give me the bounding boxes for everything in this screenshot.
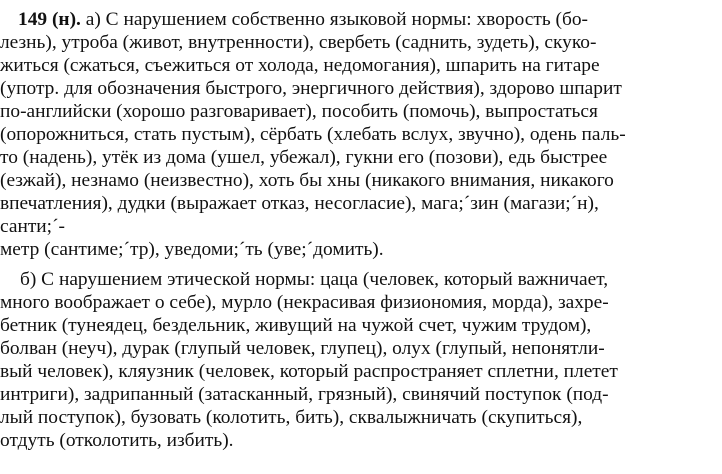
paragraph-b-line-1: б) С нарушением этической нормы: цаца (человек, который важничает, bbox=[20, 269, 609, 290]
paragraph-a-line-3: житься (сжаться, съежиться от холода, недомогания), шпарить на гитаре bbox=[0, 55, 600, 76]
exercise-marker: (н). bbox=[51, 9, 81, 30]
paragraph-b-line-6: интриги), задрипанный (затасканный, грязный), свинячий поступок (под- bbox=[0, 384, 609, 405]
paragraph-b-line-7: лый поступок), бузовать (колотить, бить), сквалыжничать (скупиться), bbox=[0, 407, 583, 428]
paragraph-b-line-4: болван (неуч), дурак (глупый человек, глупец), олух (глупый, непонятли- bbox=[0, 338, 605, 359]
paragraph-a-line-6: (опорожниться, стать пустым), сёрбать (хлебать вслух, звучно), одень паль- bbox=[0, 124, 626, 145]
paragraph-b-line-8: отдуть (отколотить, избить). bbox=[0, 430, 234, 451]
paragraph-a-line-9: впечатления), дудки (выражает отказ, несогласие), мага;´зин (магази;´н), bbox=[0, 193, 599, 214]
paragraph-b-line-5: вый человек), кляузник (человек, который распространяет сплетни, плетет bbox=[0, 361, 618, 382]
paragraph-a-line-11: метр (сантиме;´тр), уведоми;´ть (уве;´домить). bbox=[0, 239, 384, 260]
paragraph-a-line-2: лезнь), утроба (живот, внутренности), свербеть (саднить, зудеть), скуко- bbox=[0, 32, 597, 53]
paragraph-b-line-3: бетник (тунеядец, бездельник, живущий на чужой счет, чужим трудом), bbox=[0, 315, 592, 336]
paragraph-a-line-1 bbox=[18, 8, 588, 31]
paragraph-a-line-4: (употр. для обозначения быстрого, энергичного действия), здорово шпарит bbox=[0, 78, 622, 99]
paragraph-a-line-8: (езжай), незнамо (неизвестно), хоть бы хны (никакого внимания, никакого bbox=[0, 170, 614, 191]
paragraph-a-line-10: санти;´- bbox=[0, 216, 65, 237]
paragraph-b-line-2: много воображает о себе), мурло (некрасивая физиономия, морда), захре- bbox=[0, 292, 609, 313]
exercise-number: 149 bbox=[18, 9, 48, 30]
text-line: а) С нарушением собственно языковой нормы: хворость (бо- bbox=[85, 9, 588, 30]
paragraph-a-line-7: то (надень), утёк из дома (ушел, убежал), гукни его (позови), едь быстрее bbox=[0, 147, 608, 168]
paragraph-a-line-5: по-английски (хорошо разговаривает), пособить (помочь), выпростаться bbox=[0, 101, 598, 122]
